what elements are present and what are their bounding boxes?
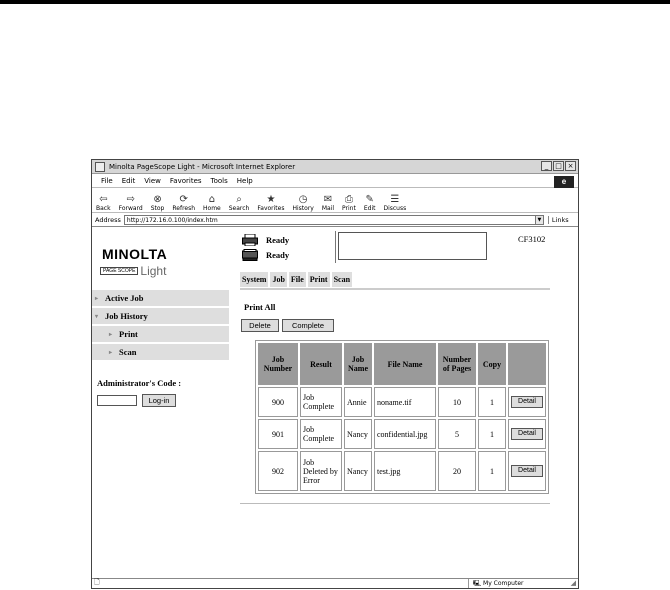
nav-bullet-icon: ▸ xyxy=(95,295,99,302)
status-message-box xyxy=(338,232,487,260)
col-detail xyxy=(508,343,546,385)
menu-help[interactable]: Help xyxy=(236,177,253,185)
search-icon: ⌕ xyxy=(236,194,242,205)
cell-result: Job Complete xyxy=(300,419,342,449)
side-nav xyxy=(92,290,229,362)
address-url: http://172.16.0.100/index.htm xyxy=(126,216,218,224)
ie-app-icon xyxy=(95,162,105,172)
cell-job-number: 902 xyxy=(258,451,298,491)
menu-edit[interactable]: Edit xyxy=(121,177,136,185)
detail-button[interactable]: Detail xyxy=(511,396,543,408)
admin-code-input[interactable] xyxy=(97,395,137,406)
address-bar xyxy=(92,214,578,227)
cell-detail xyxy=(508,419,546,449)
forward-arrow-icon: ⇨ xyxy=(126,194,135,205)
maximize-button[interactable]: □ xyxy=(553,161,564,171)
refresh-icon: ⟳ xyxy=(179,194,188,205)
tab-scan[interactable]: Scan xyxy=(332,272,352,287)
light-wordmark: Light xyxy=(140,264,167,278)
tab-system[interactable]: System xyxy=(240,272,268,287)
status-divider xyxy=(335,231,336,263)
close-button[interactable]: × xyxy=(565,161,576,171)
menu-tools[interactable]: Tools xyxy=(210,177,228,185)
model-name: CF3102 xyxy=(518,234,546,244)
discuss-icon: ☰ xyxy=(390,194,400,205)
tab-print[interactable]: Print xyxy=(308,272,330,287)
toolbar-stop-button[interactable]: ⊗ Stop xyxy=(150,194,165,212)
menu-file[interactable]: File xyxy=(101,177,113,185)
toolbar-favorites-button[interactable]: ★ Favorites xyxy=(257,194,285,212)
cell-copy: 1 xyxy=(478,451,506,491)
cell-result: Job Deleted by Error xyxy=(300,451,342,491)
page-content xyxy=(92,228,578,578)
cell-pages: 10 xyxy=(438,387,476,417)
toolbar-home-button[interactable]: ⌂ Home xyxy=(203,194,221,212)
table-header-row xyxy=(258,343,546,385)
cell-detail xyxy=(508,387,546,417)
cell-file-name: confidential.jpg xyxy=(374,419,436,449)
scanner-status-text: Ready xyxy=(266,249,290,260)
content-bottom-rule xyxy=(240,503,550,504)
scanner-status-row xyxy=(242,247,289,262)
mail-icon: ✉ xyxy=(323,194,333,205)
job-history-table xyxy=(255,340,549,494)
toolbar-search-button[interactable]: ⌕ Search xyxy=(228,194,250,212)
pagescope-light-logo xyxy=(100,264,166,278)
detail-button[interactable]: Detail xyxy=(511,465,543,477)
printer-status-text: Ready xyxy=(266,234,290,245)
stop-icon: ⊗ xyxy=(153,194,162,205)
toolbar-print-button[interactable]: ⎙ Print xyxy=(342,194,356,212)
toolbar-discuss-button[interactable]: ☰ Discuss xyxy=(383,194,407,212)
cell-copy: 1 xyxy=(478,387,506,417)
cell-job-name: Nancy xyxy=(344,451,372,491)
cell-job-number: 901 xyxy=(258,419,298,449)
back-arrow-icon: ⇦ xyxy=(99,194,108,205)
cell-pages: 5 xyxy=(438,419,476,449)
security-zone xyxy=(468,579,523,588)
table-row xyxy=(258,387,546,417)
history-icon: ◷ xyxy=(298,194,308,205)
col-result: Result xyxy=(300,343,342,385)
window-controls xyxy=(541,161,576,171)
title-bar xyxy=(92,160,578,174)
nav-active-job[interactable]: ▸ Active Job xyxy=(92,290,229,306)
tab-job[interactable]: Job xyxy=(270,272,286,287)
printer-icon xyxy=(242,234,258,246)
minolta-logo: MINOLTA xyxy=(102,246,168,262)
complete-button[interactable]: Complete xyxy=(282,319,334,332)
minimize-button[interactable]: _ xyxy=(541,161,552,171)
browser-window xyxy=(91,159,579,589)
address-label: Address xyxy=(95,216,121,224)
pagescope-badge: PAGE SCOPE xyxy=(100,267,138,275)
col-job-number: Job Number xyxy=(258,343,298,385)
edit-icon: ✎ xyxy=(365,194,374,205)
cell-file-name: noname.tif xyxy=(374,387,436,417)
col-job-name: Job Name xyxy=(344,343,372,385)
ie-logo-icon: e xyxy=(554,176,574,188)
toolbar-forward-button[interactable]: ⇨ Forward xyxy=(118,194,143,212)
col-copy: Copy xyxy=(478,343,506,385)
status-bar xyxy=(92,578,578,588)
admin-code-label: Administrator's Code : xyxy=(97,378,182,388)
col-pages: Number of Pages xyxy=(438,343,476,385)
page-top-rule xyxy=(0,0,670,4)
tab-underline xyxy=(240,288,550,290)
toolbar-back-button[interactable]: ⇦ Back xyxy=(96,194,111,212)
cell-pages: 20 xyxy=(438,451,476,491)
cell-copy: 1 xyxy=(478,419,506,449)
toolbar-refresh-button[interactable]: ⟳ Refresh xyxy=(172,194,196,212)
cell-result: Job Complete xyxy=(300,387,342,417)
address-input[interactable] xyxy=(124,215,544,225)
zone-label: My Computer xyxy=(483,580,524,587)
resize-grip-icon[interactable]: ◢ xyxy=(570,579,576,587)
links-button[interactable]: Links xyxy=(548,216,569,224)
scanner-icon xyxy=(242,249,258,261)
menu-view[interactable]: View xyxy=(144,177,161,185)
nav-bullet-icon: ▸ xyxy=(109,349,113,356)
printer-status xyxy=(242,232,289,262)
section-title: Print All xyxy=(244,302,276,312)
nav-job-history-print[interactable]: ▸ Print xyxy=(92,326,229,342)
nav-expand-icon: ▾ xyxy=(95,313,99,320)
cell-job-name: Annie xyxy=(344,387,372,417)
nav-job-history-scan[interactable]: ▸ Scan xyxy=(92,344,229,360)
favorites-icon: ★ xyxy=(266,194,276,205)
address-dropdown-icon[interactable]: ▼ xyxy=(535,216,543,224)
printer-status-row xyxy=(242,232,289,247)
browser-toolbar xyxy=(92,189,578,213)
page-done-icon: 🗋 xyxy=(94,578,100,586)
cell-job-number: 900 xyxy=(258,387,298,417)
print-icon: ⎙ xyxy=(344,194,353,205)
toolbar-history-button[interactable]: ◷ History xyxy=(292,194,314,212)
col-file-name: File Name xyxy=(374,343,436,385)
window-title: Minolta PageScope Light - Microsoft Internet Explorer xyxy=(109,162,296,171)
nav-bullet-icon: ▸ xyxy=(109,331,113,338)
login-button[interactable]: Log-in xyxy=(142,394,176,407)
cell-detail xyxy=(508,451,546,491)
toolbar-mail-button[interactable]: ✉ Mail xyxy=(321,194,335,212)
main-tabs xyxy=(240,272,354,287)
toolbar-edit-button[interactable]: ✎ Edit xyxy=(363,194,376,212)
menu-favorites[interactable]: Favorites xyxy=(169,177,202,185)
computer-icon: 🖳 xyxy=(473,579,482,587)
table-row xyxy=(258,451,546,491)
detail-button[interactable]: Detail xyxy=(511,428,543,440)
home-icon: ⌂ xyxy=(208,194,216,205)
menu-bar xyxy=(92,175,578,188)
tab-file[interactable]: File xyxy=(289,272,306,287)
cell-file-name: test.jpg xyxy=(374,451,436,491)
delete-button[interactable]: Delete xyxy=(241,319,279,332)
nav-job-history[interactable]: ▾ Job History xyxy=(92,308,229,324)
cell-job-name: Nancy xyxy=(344,419,372,449)
table-row xyxy=(258,419,546,449)
